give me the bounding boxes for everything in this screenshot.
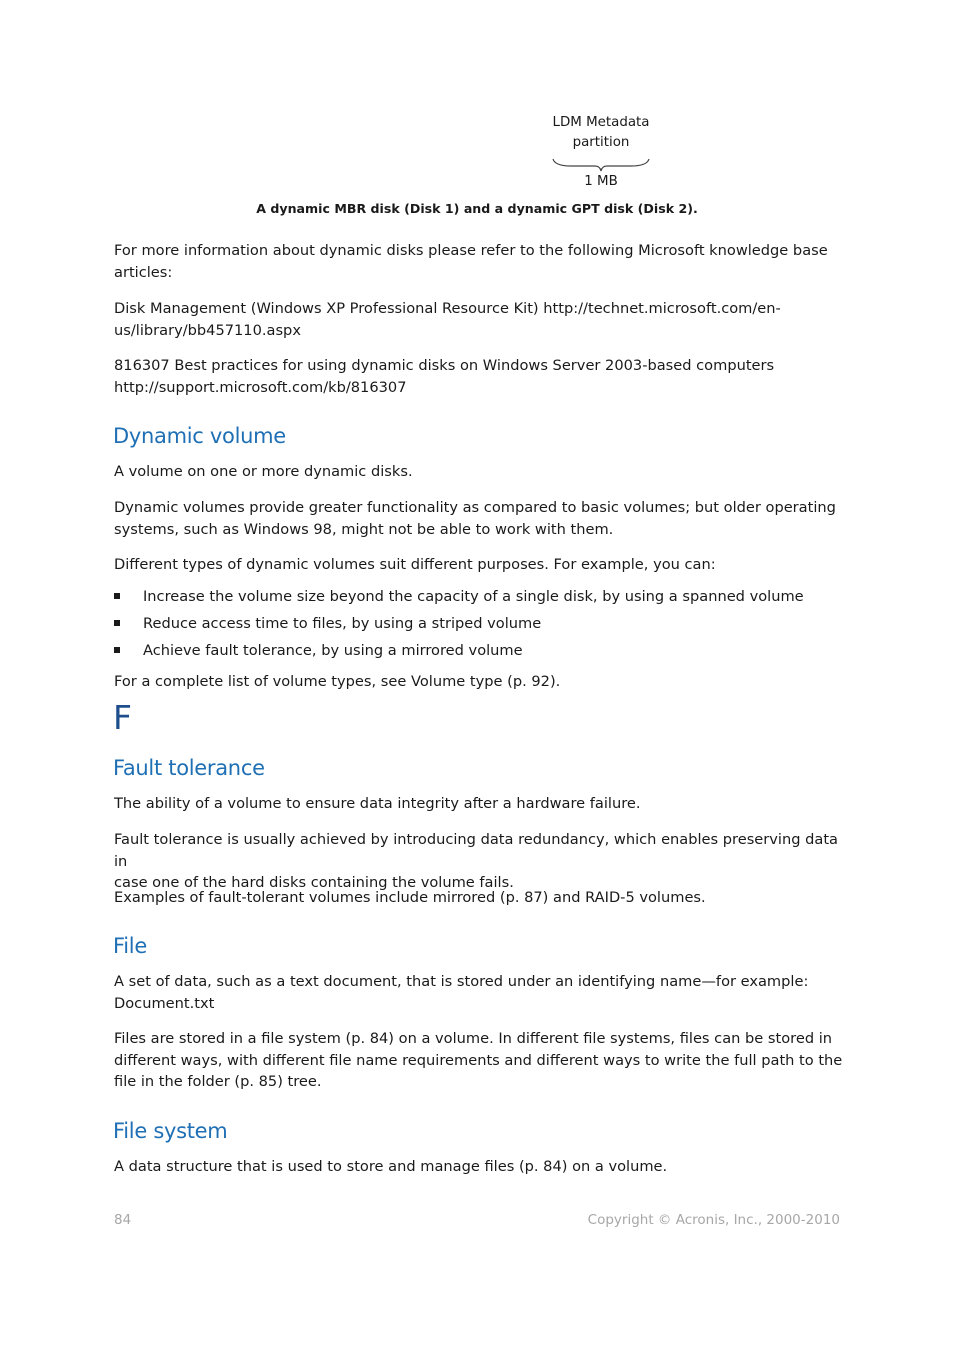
page-number: 84 [114,1212,132,1228]
paragraph-line: systems, such as Windows 98, might not be able to work with them. [114,520,614,538]
list-item-text: Achieve fault tolerance, by using a mirrored volume [143,642,523,659]
dynamic-volume-types-intro: Different types of dynamic volumes suit different purposes. For example, you can: [114,556,716,573]
paragraph-line: different ways, with different file name requirements and different ways to write the full path to the [114,1051,843,1069]
kb-line: http://support.microsoft.com/kb/816307 [114,378,407,396]
paragraph-line: A set of data, such as a text document, that is stored under an identifying name—for example: [114,973,809,990]
kb-line: us/library/bb457110.aspx [114,321,301,339]
copyright-notice: Copyright © Acronis, Inc., 2000-2010 [587,1212,840,1228]
fault-tolerance-paragraph [114,829,844,894]
bullet-icon [114,586,143,607]
list-item-text: Increase the volume size beyond the capacity of a single disk, by using a spanned volume [143,588,804,605]
list-item [114,613,844,634]
paragraph-line: Files are stored in a file system (p. 84) on a volume. In different file systems, files can be stored in [114,1030,833,1047]
kb-link-best-practices [114,355,844,398]
heading-fault-tolerance: Fault tolerance [113,756,265,780]
heading-file: File [113,934,147,958]
kb-line: 816307 Best practices for using dynamic disks on Windows Server 2003-based computers [114,357,775,374]
diagram-label-line2: partition [572,135,630,150]
bullet-icon [114,640,143,661]
paragraph-line: Dynamic volumes provide greater functionality as compared to basic volumes; but older operating [114,499,836,516]
paragraph-line: file in the folder (p. 85) tree. [114,1073,322,1090]
fault-tolerance-examples: Examples of fault-tolerant volumes include mirrored (p. 87) and RAID-5 volumes. [114,889,706,906]
dynamic-volume-definition: A volume on one or more dynamic disks. [114,463,413,480]
heading-dynamic-volume: Dynamic volume [113,424,286,448]
list-item [114,640,844,661]
file-paragraph [114,1028,844,1093]
section-letter: F [113,698,132,737]
dynamic-volume-paragraph [114,497,844,540]
kb-link-disk-management [114,298,844,341]
kb-line: Disk Management (Windows XP Professional Resource Kit) http://technet.microsoft.com/en- [114,300,781,317]
file-definition [114,971,844,1014]
figure-caption: A dynamic MBR disk (Disk 1) and a dynamic GPT disk (Disk 2). [256,201,698,216]
diagram-size: 1 MB [584,174,618,189]
paragraph-line: Fault tolerance is usually achieved by introducing data redundancy, which enables preserving data in [114,831,838,870]
paragraph-line: case one of the hard disks containing the volume fails. [114,874,514,891]
bullet-icon [114,613,143,634]
brace-icon [551,157,651,173]
diagram-label [531,113,671,153]
diagram-label-line1: LDM Metadata [552,115,650,130]
list-item [114,586,844,607]
volume-types-reference: For a complete list of volume types, see Volume type (p. 92). [114,673,561,690]
fault-tolerance-definition: The ability of a volume to ensure data integrity after a hardware failure. [114,795,641,812]
list-item-text: Reduce access time to files, by using a striped volume [143,615,542,632]
paragraph-line: Document.txt [114,994,215,1012]
file-system-definition: A data structure that is used to store and manage files (p. 84) on a volume. [114,1158,668,1175]
heading-file-system: File system [113,1119,228,1143]
intro-paragraph: For more information about dynamic disks please refer to the following Microsoft knowledge base articles: [114,242,828,281]
